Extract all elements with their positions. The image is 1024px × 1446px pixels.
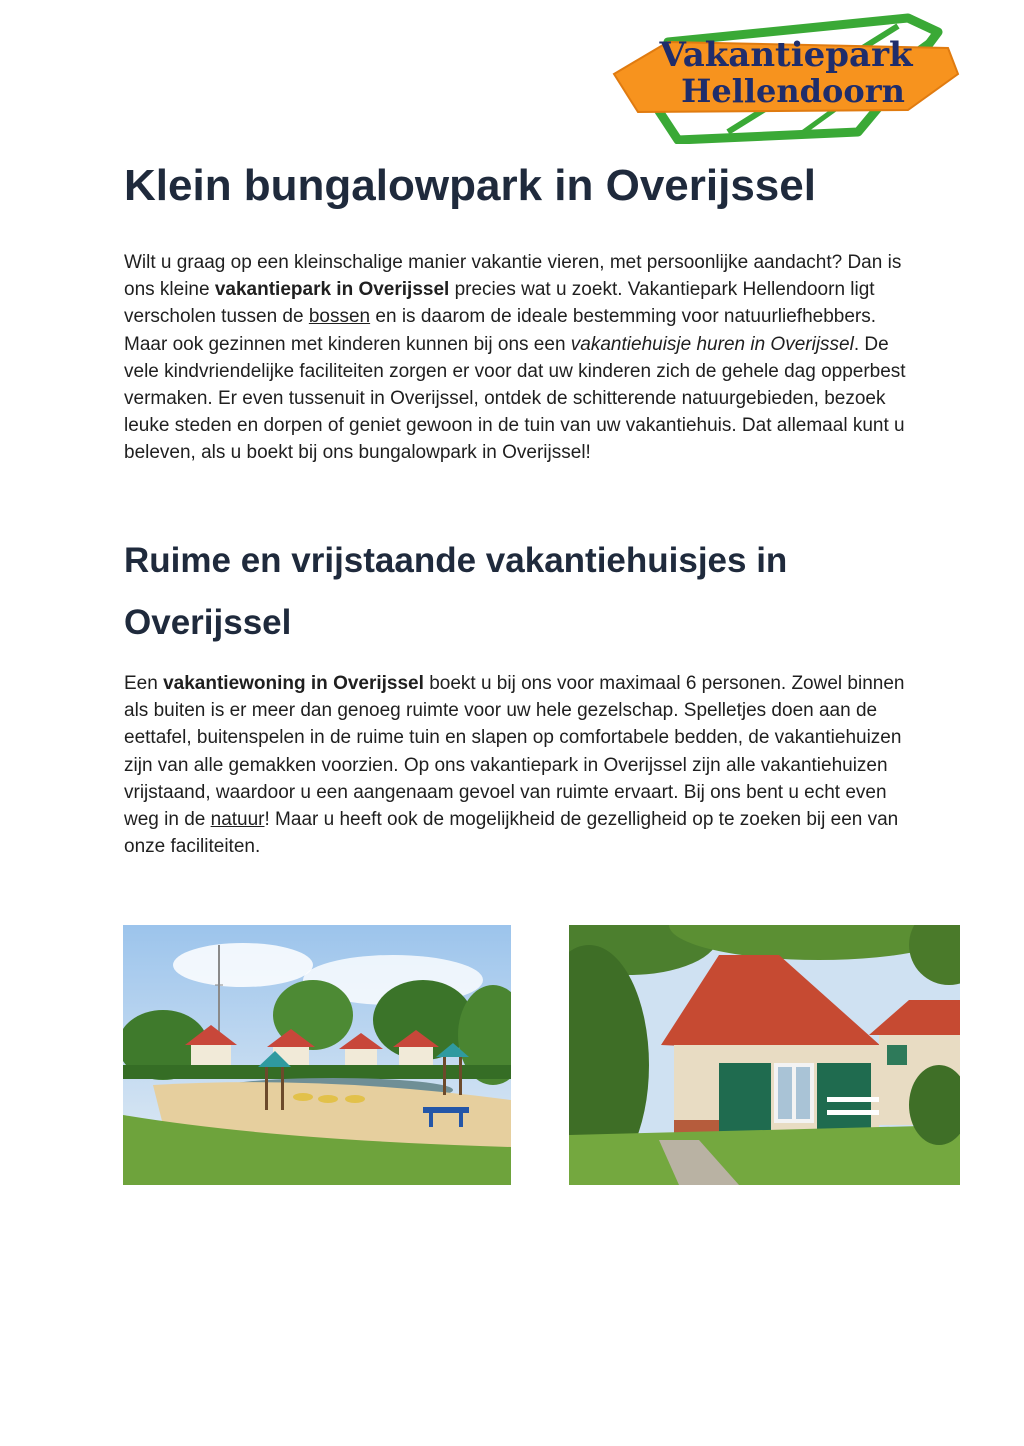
svg-text:Vakantiepark: Vakantiepark	[659, 35, 913, 75]
section-paragraph	[124, 670, 914, 860]
text-run: boekt u bij ons voor maximaal 6 personen. Zowel binnen als buiten is er meer dan genoeg ruimte voor uw hele gezelschap. Spelletjes doen aan de eettafel, buitenspelen in de ruime tuin en slapen op comfortabele bedden, de vakantiehuizen zijn van alle gemakken voorzien. Op ons vakantiepark in Overijssel zijn alle vakantiehuizen vrijstaand, waardoor u een aangenaam gevoel van ruimte ervaart. Bij ons bent u echt even weg in de	[124, 673, 905, 831]
italic-text: vakantiehuisje huren in Overijssel	[570, 333, 854, 355]
link-bossen[interactable]: bossen	[308, 306, 371, 328]
intro-paragraph	[124, 249, 914, 467]
playground-pond-photo	[123, 925, 511, 1185]
text-run: precies wat u zoekt. Vakantiepark Hellendoorn ligt verscholen tussen de	[124, 279, 875, 328]
section-heading: Ruime en vrijstaande vakantiehuisjes in Overijssel	[124, 541, 788, 642]
text-run: Een	[124, 673, 164, 694]
svg-text:Hellendoorn: Hellendoorn	[681, 72, 905, 110]
link-natuur[interactable]: natuur	[210, 809, 265, 831]
page-title: Klein bungalowpark in Overijssel	[124, 161, 816, 210]
text-run: Wilt u graag op een kleinschalige manier vakantie vieren, met persoonlijke aandacht? Dan is ons kleine	[124, 252, 902, 301]
text-run: en is daarom de ideale bestemming voor natuurliefhebbers. Maar ook gezinnen met kinderen kunnen bij ons een	[124, 306, 877, 355]
text-run: . De vele kindvriendelijke faciliteiten zorgen er voor dat uw kinderen zich de gehele dag opperbest vermaken. Er even tussenuit in Overijssel, ontdek de schitterende natuurgebieden, bezoek leuke steden en dorpen of geniet gewoon in de tuin van uw vakantiehuis. Dat allemaal kunt u beleven, als u boekt bij ons bungalowpark in Overijssel!	[124, 333, 906, 464]
bold-text: vakantiepark in Overijssel	[214, 279, 450, 301]
bold-text: vakantiewoning in Overijssel	[163, 673, 424, 694]
text-run: ! Maar u heeft ook de mogelijkheid de gezelligheid op te zoeken bij een van onze faciliteiten.	[124, 809, 899, 858]
holiday-house-photo	[569, 925, 960, 1185]
park-logo	[608, 12, 964, 144]
logo-graphic	[608, 12, 964, 144]
